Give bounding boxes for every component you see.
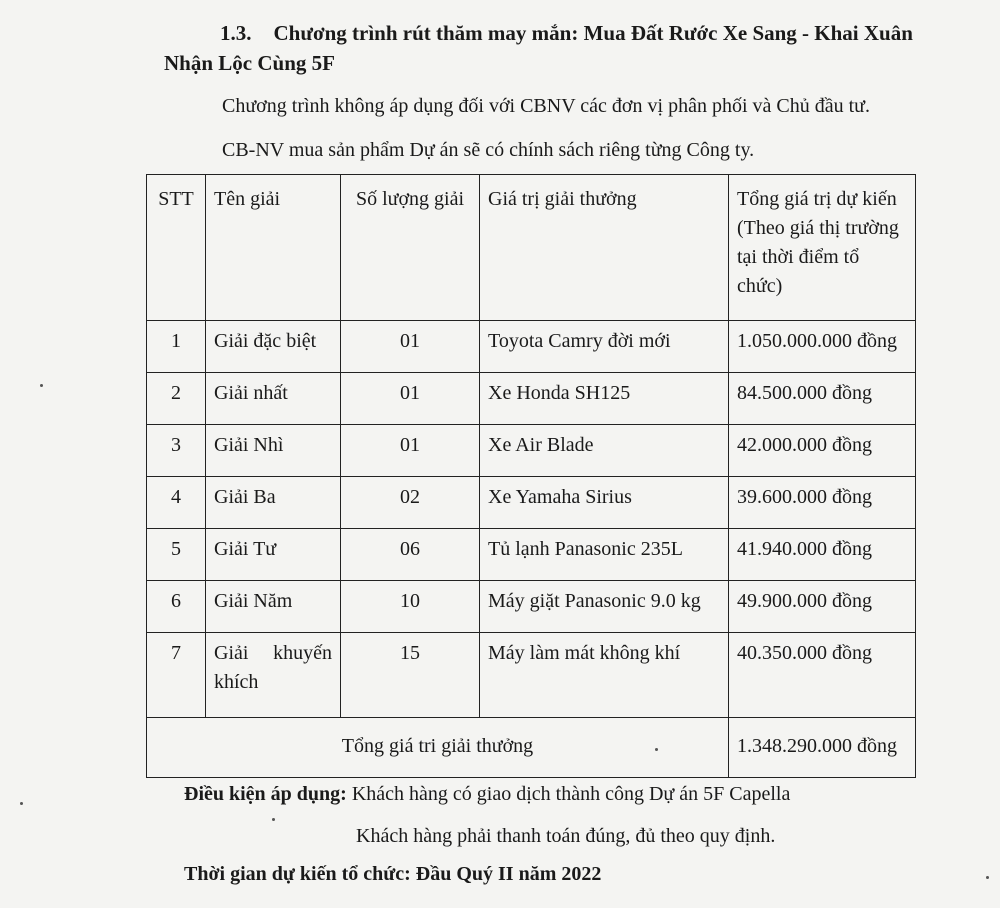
header-prize-name: Tên giải bbox=[206, 175, 341, 321]
cell-prize-value: Xe Air Blade bbox=[480, 425, 729, 477]
cell-estimated-total: 49.900.000 đồng bbox=[729, 581, 916, 633]
cell-stt: 4 bbox=[147, 477, 206, 529]
cell-prize-name: Giải Nhì bbox=[206, 425, 341, 477]
cell-quantity: 15 bbox=[341, 633, 480, 718]
conditions-line-2: Khách hàng phải thanh toán đúng, đủ theo quy định. bbox=[356, 825, 776, 847]
prize-table bbox=[146, 174, 916, 778]
table-row bbox=[147, 633, 916, 718]
total-value: 1.348.290.000 đồng bbox=[729, 718, 916, 778]
conditions-line-1 bbox=[184, 781, 790, 807]
table-row bbox=[147, 529, 916, 581]
cell-prize-name: Giải Tư bbox=[206, 529, 341, 581]
scan-speck bbox=[986, 876, 989, 879]
cell-estimated-total: 42.000.000 đồng bbox=[729, 425, 916, 477]
schedule-label: Thời gian dự kiến tổ chức: bbox=[184, 863, 411, 885]
header-stt: STT bbox=[147, 175, 206, 321]
cell-estimated-total: 1.050.000.000 đồng bbox=[729, 321, 916, 373]
table-total-row bbox=[147, 718, 916, 778]
conditions-label: Điều kiện áp dụng: bbox=[184, 783, 347, 805]
cell-estimated-total: 41.940.000 đồng bbox=[729, 529, 916, 581]
schedule-line bbox=[184, 861, 601, 887]
cell-prize-value: Máy làm mát không khí bbox=[480, 633, 729, 718]
cell-prize-value: Xe Yamaha Sirius bbox=[480, 477, 729, 529]
cell-estimated-total: 40.350.000 đồng bbox=[729, 633, 916, 718]
conditions-text-1: Khách hàng có giao dịch thành công Dự án 5F Capella bbox=[351, 783, 791, 805]
cell-prize-value: Máy giặt Panasonic 9.0 kg bbox=[480, 581, 729, 633]
table-row bbox=[147, 477, 916, 529]
table-row bbox=[147, 321, 916, 373]
cell-quantity: 10 bbox=[341, 581, 480, 633]
scan-speck bbox=[20, 802, 23, 805]
cell-prize-name: Giải đặc biệt bbox=[206, 321, 341, 373]
header-estimated-total: Tổng giá trị dự kiến (Theo giá thị trường tại thời điểm tổ chức) bbox=[729, 175, 916, 321]
cell-prize-value: Tủ lạnh Panasonic 235L bbox=[480, 529, 729, 581]
header-prize-value: Giá trị giải thưởng bbox=[480, 175, 729, 321]
table-row bbox=[147, 581, 916, 633]
cell-quantity: 01 bbox=[341, 321, 480, 373]
note-line-2: CB-NV mua sản phẩm Dự án sẽ có chính sách riêng từng Công ty. bbox=[222, 139, 755, 161]
table-row bbox=[147, 373, 916, 425]
cell-prize-name: Giải Ba bbox=[206, 477, 341, 529]
cell-prize-value: Xe Honda SH125 bbox=[480, 373, 729, 425]
cell-stt: 1 bbox=[147, 321, 206, 373]
scan-speck bbox=[655, 748, 658, 751]
schedule-value: Đầu Quý II năm 2022 bbox=[415, 863, 602, 885]
cell-prize-name: Giải khuyến khích bbox=[206, 633, 341, 718]
table-header-row bbox=[147, 175, 916, 321]
header-quantity: Số lượng giải bbox=[341, 175, 480, 321]
section-heading bbox=[164, 18, 954, 78]
cell-prize-value: Toyota Camry đời mới bbox=[480, 321, 729, 373]
scan-speck bbox=[40, 384, 43, 387]
section-number: 1.3. bbox=[220, 21, 252, 45]
cell-stt: 3 bbox=[147, 425, 206, 477]
total-label: Tổng giá tri giải thưởng bbox=[147, 718, 729, 778]
cell-quantity: 01 bbox=[341, 373, 480, 425]
note-line-1: Chương trình không áp dụng đối với CBNV các đơn vị phân phối và Chủ đầu tư. bbox=[222, 95, 870, 117]
cell-stt: 5 bbox=[147, 529, 206, 581]
cell-quantity: 02 bbox=[341, 477, 480, 529]
cell-estimated-total: 39.600.000 đồng bbox=[729, 477, 916, 529]
cell-prize-name: Giải nhất bbox=[206, 373, 341, 425]
cell-stt: 7 bbox=[147, 633, 206, 718]
cell-quantity: 01 bbox=[341, 425, 480, 477]
cell-stt: 6 bbox=[147, 581, 206, 633]
table-row bbox=[147, 425, 916, 477]
section-title: Chương trình rút thăm may mắn: Mua Đất Rước Xe Sang - Khai Xuân Nhận Lộc Cùng 5F bbox=[164, 21, 913, 75]
cell-quantity: 06 bbox=[341, 529, 480, 581]
cell-prize-name: Giải Năm bbox=[206, 581, 341, 633]
scan-speck bbox=[272, 818, 275, 821]
cell-estimated-total: 84.500.000 đồng bbox=[729, 373, 916, 425]
cell-stt: 2 bbox=[147, 373, 206, 425]
